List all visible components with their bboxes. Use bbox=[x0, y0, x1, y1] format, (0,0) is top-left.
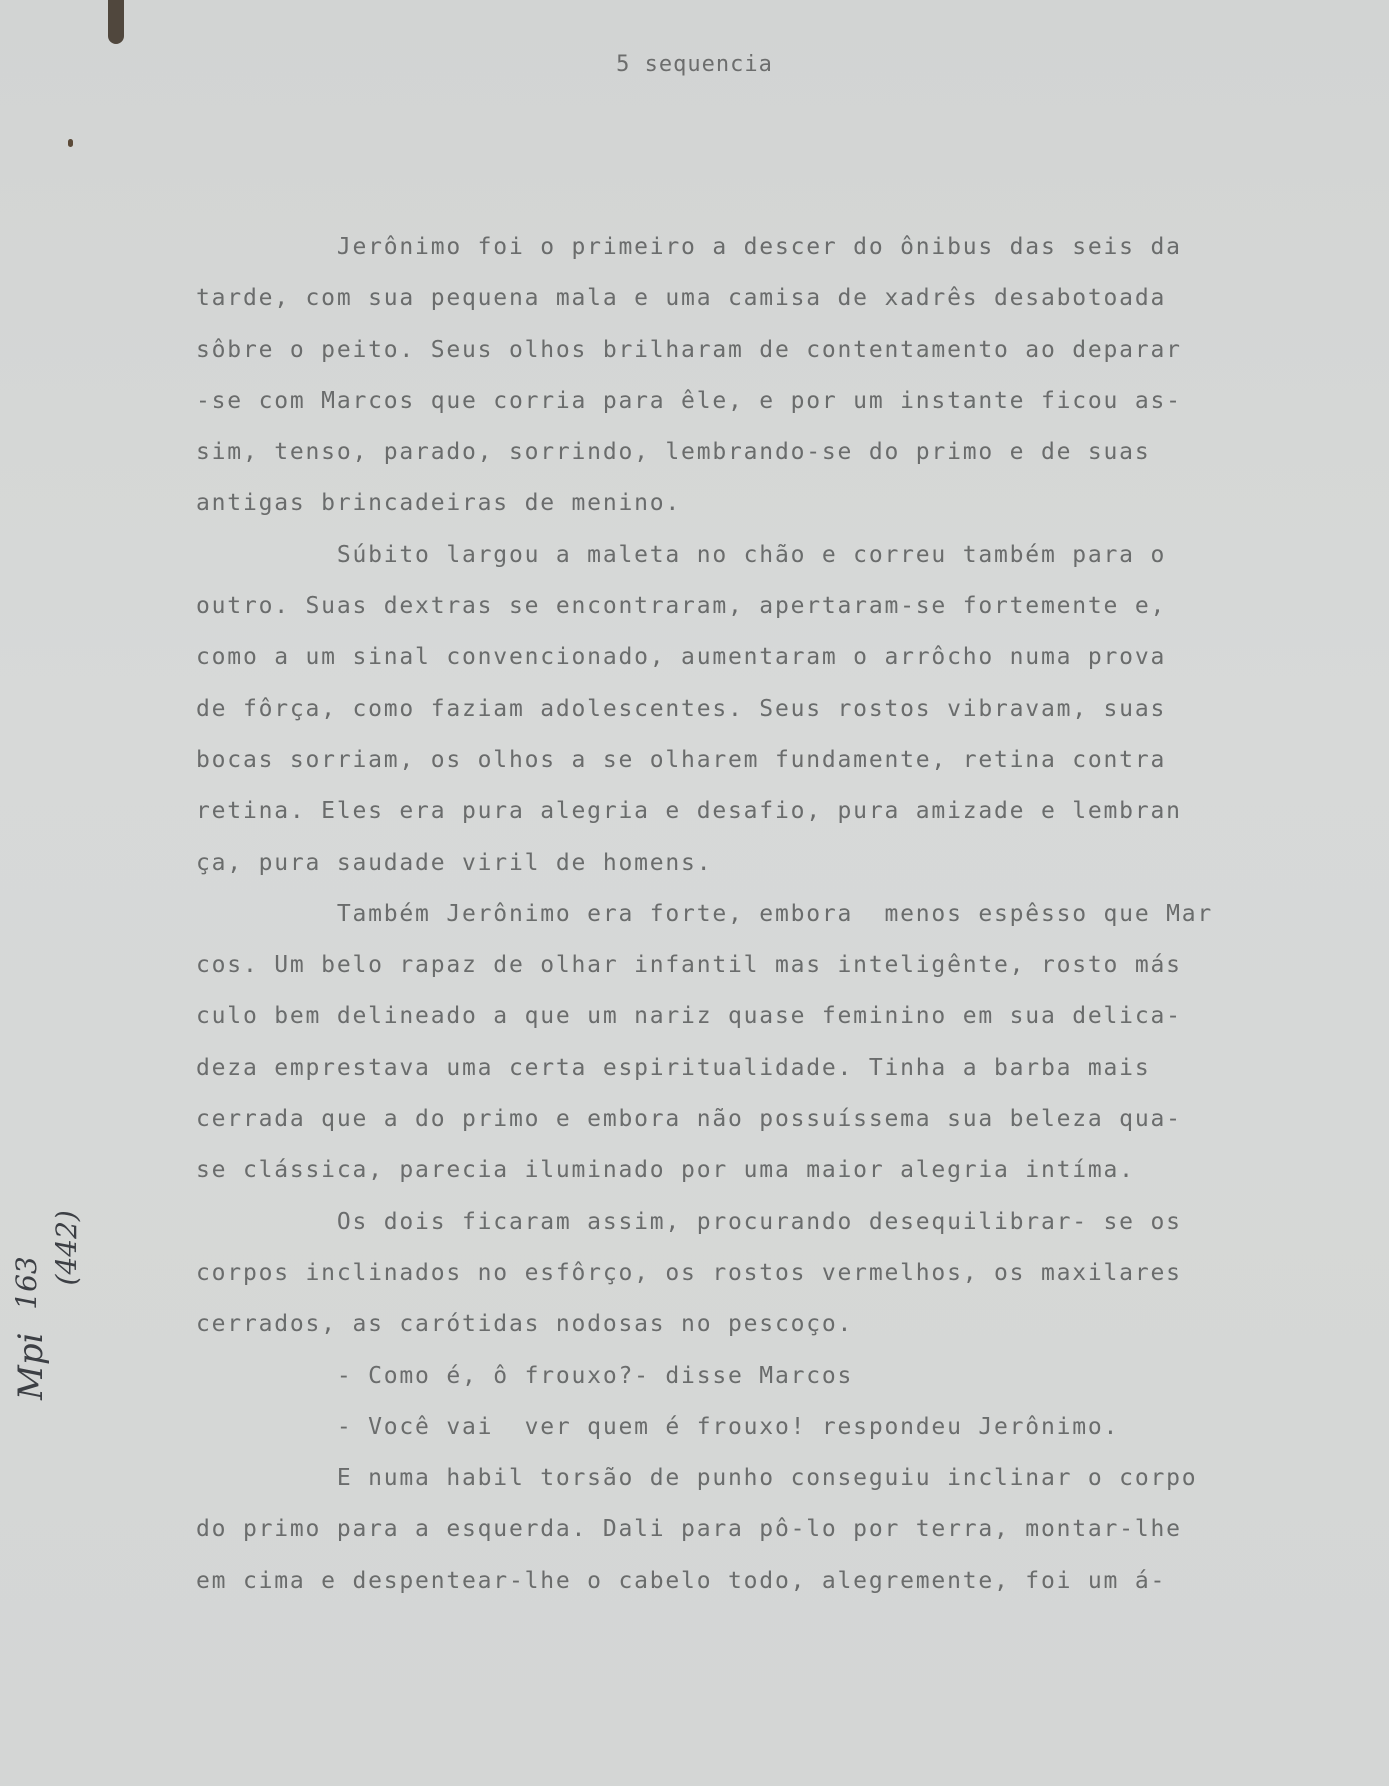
text-line: ça, pura saudade viril de homens. bbox=[196, 849, 713, 876]
text-line: sim, tenso, parado, sorrindo, lembrando-se do primo e de suas bbox=[196, 439, 1151, 466]
text-line: retina. Eles era pura alegria e desafio, pura amizade e lembran bbox=[196, 798, 1182, 825]
handwritten-margin-note bbox=[10, 1210, 83, 1400]
text-line: - Como é, ô frouxo?- disse Marcos bbox=[196, 1362, 854, 1389]
text-line: E numa habil torsão de punho conseguiu inclinar o corpo bbox=[196, 1465, 1198, 1492]
typed-text-block bbox=[196, 222, 1276, 1607]
text-line: -se com Marcos que corria para êle, e por um instante ficou as- bbox=[196, 387, 1182, 414]
text-line: bocas sorriam, os olhos a se olharem fundamente, retina contra bbox=[196, 746, 1167, 773]
page-header: 5 sequencia bbox=[616, 52, 773, 77]
ink-stain bbox=[108, 0, 124, 44]
text-line: deza emprestava uma certa espiritualidade. Tinha a barba mais bbox=[196, 1054, 1151, 1081]
text-line: do primo para a esquerda. Dali para pô-lo por terra, montar-lhe bbox=[196, 1516, 1182, 1543]
text-line: em cima e despentear-lhe o cabelo todo, alegremente, foi um á- bbox=[196, 1567, 1167, 1594]
margin-note-text: Mpi bbox=[11, 1332, 51, 1400]
text-line: - Você vai ver quem é frouxo! respondeu Jerônimo. bbox=[196, 1413, 1120, 1440]
margin-note-number: 163 bbox=[10, 1256, 43, 1310]
text-line: Também Jerônimo era forte, embora menos espêsso que Mar bbox=[196, 900, 1214, 927]
text-line: cerrada que a do primo e embora não possuíssema sua beleza qua- bbox=[196, 1106, 1182, 1133]
text-line: antigas brincadeiras de menino. bbox=[196, 490, 682, 517]
text-line: cerrados, as carótidas nodosas no pescoço. bbox=[196, 1311, 854, 1338]
text-line: como a um sinal convencionado, aumentaram o arrôcho numa prova bbox=[196, 644, 1167, 671]
text-line: Os dois ficaram assim, procurando desequilibrar- se os bbox=[196, 1208, 1182, 1235]
text-line: sôbre o peito. Seus olhos brilharam de contentamento ao deparar bbox=[196, 336, 1182, 363]
text-line: culo bem delineado a que um nariz quase feminino em sua delica- bbox=[196, 1003, 1182, 1030]
text-line: se clássica, parecia iluminado por uma maior alegria intíma. bbox=[196, 1157, 1135, 1184]
ink-speck bbox=[68, 139, 73, 147]
text-line: Súbito largou a maleta no chão e correu também para o bbox=[196, 541, 1167, 568]
margin-note-paren: (442) bbox=[50, 1210, 83, 1286]
text-line: outro. Suas dextras se encontraram, apertaram-se fortemente e, bbox=[196, 593, 1167, 620]
text-line: Jerônimo foi o primeiro a descer do ônibus das seis da bbox=[196, 234, 1182, 260]
text-line: cos. Um belo rapaz de olhar infantil mas inteligênte, rosto más bbox=[196, 952, 1182, 979]
text-line: de fôrça, como faziam adolescentes. Seus rostos vibravam, suas bbox=[196, 695, 1167, 722]
text-line: corpos inclinados no esfôrço, os rostos vermelhos, os maxilares bbox=[196, 1259, 1182, 1286]
text-line: tarde, com sua pequena mala e uma camisa de xadrês desabotoada bbox=[196, 285, 1167, 312]
